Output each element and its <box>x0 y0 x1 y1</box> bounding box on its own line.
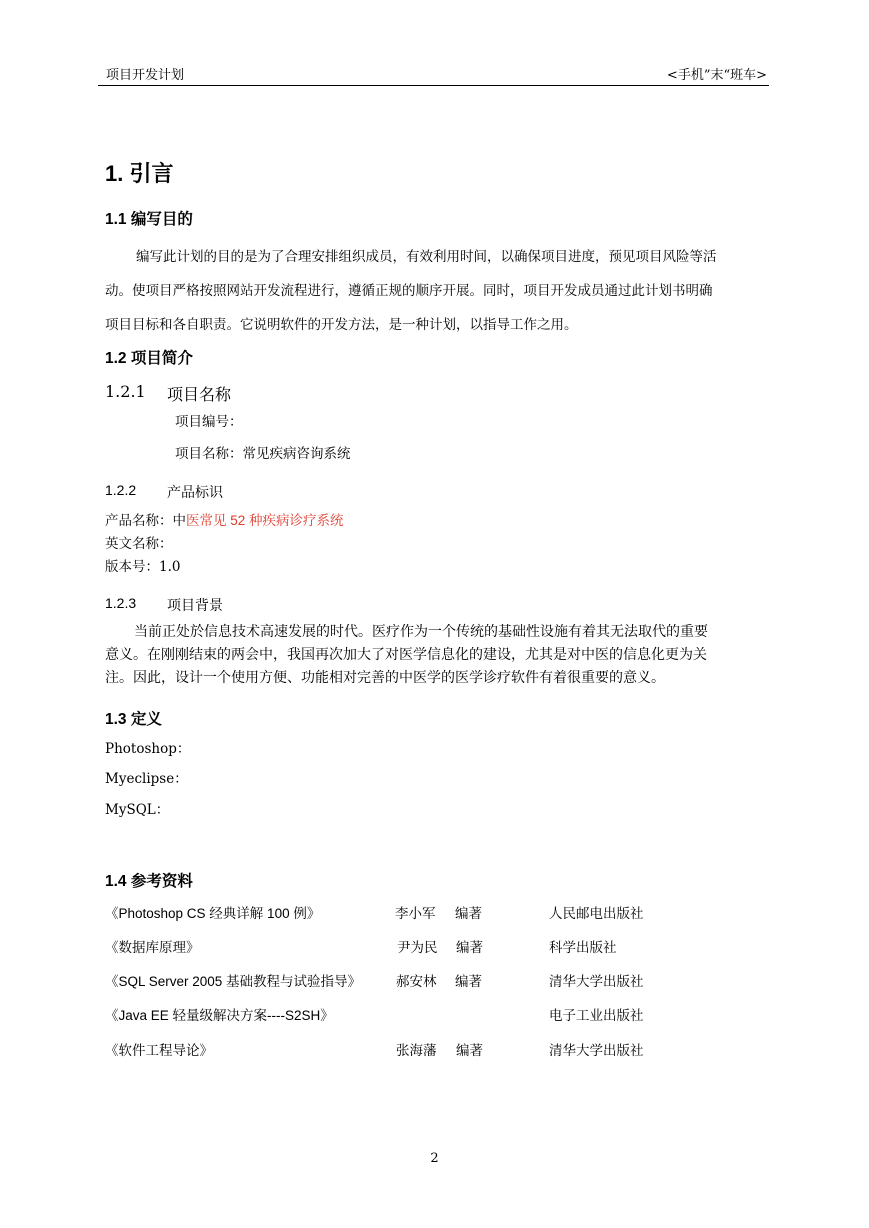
definition-mysql: MySQL： <box>105 802 170 818</box>
section-1-2-2-title: 产品标识 <box>167 485 223 501</box>
section-1-2-3-number: 1.2.3 <box>105 595 137 611</box>
section-1-2-3-title: 项目背景 <box>167 598 223 614</box>
project-id-label: 项目编号： <box>175 414 243 430</box>
reference-publisher: 电子工业出版社 <box>549 1008 644 1024</box>
reference-publisher: 清华大学出版社 <box>549 1043 644 1059</box>
reference-book: 《数据库原理》 <box>105 940 200 955</box>
page-number: 2 <box>430 1151 439 1166</box>
reference-book: 《SQL Server 2005 基础教程与试验指导》 <box>105 974 362 989</box>
paragraph-line: 动。使项目严格按照网站开发流程进行，遵循正规的顺序开展。同时，项目开发成员通过此计划书明确 <box>105 283 713 299</box>
paragraph-line: 意义。在刚刚结束的两会中，我国再次加大了对医学信息化的建设，尤其是对中医的信息化更为关 <box>105 647 707 663</box>
section-1-2-2-number: 1.2.2 <box>105 482 137 498</box>
reference-role: 编著 <box>456 1043 483 1059</box>
paragraph-line: 项目目标和各自职责。它说明软件的开发方法，是一种计划，以指导工作之用。 <box>105 317 578 333</box>
definition-photoshop: Photoshop： <box>105 741 191 757</box>
reference-author: 张海藩 <box>396 1043 437 1059</box>
reference-author: 李小军 <box>395 906 436 922</box>
reference-book: 《软件工程导论》 <box>105 1043 213 1058</box>
paragraph-line: 编写此计划的目的是为了合理安排组织成员，有效利用时间，以确保项目进度，预见项目风险等活 <box>136 249 717 265</box>
reference-publisher: 科学出版社 <box>549 940 617 956</box>
section-1-title: 1. 引言 <box>105 161 174 186</box>
product-name-highlight: 医常见 52 种疾病诊疗系统 <box>186 513 344 528</box>
reference-role: 编著 <box>455 906 482 922</box>
header-right: <手机”末“班车> <box>666 68 767 83</box>
section-1-1-title: 1.1 编写目的 <box>105 211 193 228</box>
section-1-2-1-number: 1.2.1 <box>105 382 146 401</box>
reference-publisher: 清华大学出版社 <box>549 974 644 990</box>
reference-author: 郝安林 <box>396 974 437 990</box>
section-1-2-1-title: 项目名称 <box>167 385 232 404</box>
section-1-2-title: 1.2 项目简介 <box>105 350 193 367</box>
product-name <box>105 509 344 529</box>
reference-role: 编著 <box>455 974 482 990</box>
header-left: 项目开发计划 <box>106 68 185 83</box>
product-name-prefix: 产品名称：中 <box>105 513 186 529</box>
reference-book: 《Java EE 轻量级解决方案----S2SH》 <box>105 1008 334 1023</box>
reference-role: 编著 <box>456 940 483 956</box>
section-1-1-paragraph <box>105 240 767 342</box>
section-1-3-title: 1.3 定义 <box>105 711 162 728</box>
paragraph-line: 当前正处於信息技术高速发展的时代。医疗作为一个传统的基础性设施有着其无法取代的重要 <box>134 624 708 640</box>
reference-publisher: 人民邮电出版社 <box>549 906 644 922</box>
project-name-label: 项目名称：常见疾病咨询系统 <box>175 446 351 462</box>
header-rule <box>98 85 769 86</box>
definition-myeclipse: Myeclipse： <box>105 771 188 787</box>
reference-author: 尹为民 <box>397 940 438 956</box>
english-name-label: 英文名称： <box>105 536 173 552</box>
reference-book: 《Photoshop CS 经典详解 100 例》 <box>105 906 321 921</box>
version-number: 版本号：1.0 <box>105 559 181 575</box>
section-1-2-3-paragraph <box>105 621 767 690</box>
paragraph-line: 注。因此，设计一个使用方便、功能相对完善的中医学的医学诊疗软件有着很重要的意义。 <box>105 670 665 686</box>
section-1-4-title: 1.4 参考资料 <box>105 873 193 890</box>
